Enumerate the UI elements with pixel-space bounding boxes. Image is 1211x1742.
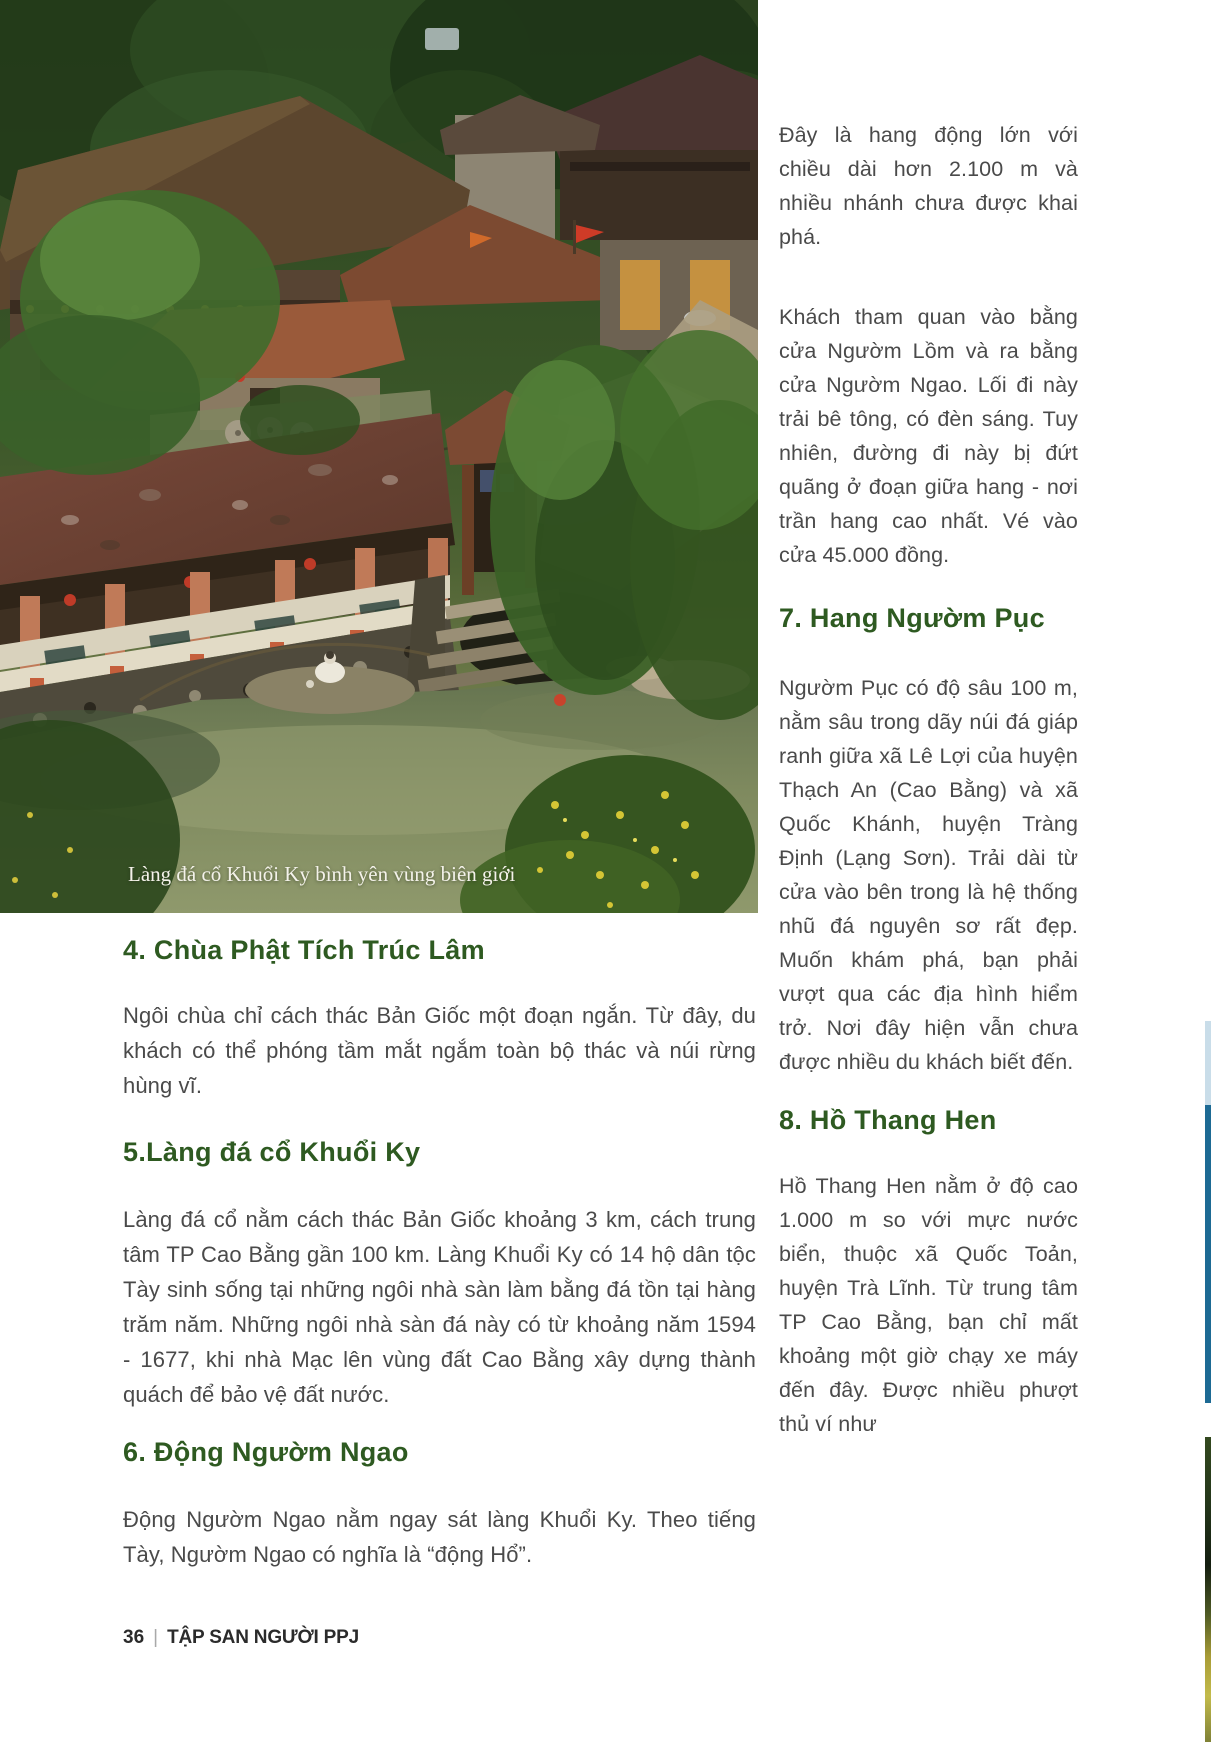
footer-separator: | [153,1627,159,1648]
section-heading-hang-nguom-puc: 7. Hang Ngườm Pục [779,603,1045,633]
section-heading-dong-nguom-ngao: 6. Động Ngườm Ngao [123,1437,409,1467]
section-heading-ho-thang-hen: 8. Hồ Thang Hen [779,1105,997,1135]
section-body-dong-nguom-ngao: Động Ngườm Ngao nằm ngay sát làng Khuổi Ky. Theo tiếng Tày, Ngườm Ngao có nghĩa là “động Hổ”. [123,1507,756,1567]
section-body-chua-phat-tich: Ngôi chùa chỉ cách thác Bản Giốc một đoạn ngắn. Từ đây, du khách có thể phóng tầm mắt ngắm toàn bộ thác và núi rừng hùng vĩ. [123,1003,756,1098]
section-body-lang-da-co: Làng đá cổ nằm cách thác Bản Giốc khoảng 3 km, cách trung tâm TP Cao Bằng gần 100 km. Làng Khuổi Ky có 14 hộ dân tộc Tày sinh sống tại những ngôi nhà sàn làm bằng đá tồn tại hàng trăm năm. Những ngôi nhà sàn đá này có từ khoảng năm 1594 - 1677, khi nhà Mạc lên vùng đất Cao Bằng xây dựng thành quách để bảo vệ đất nước. [123,1207,756,1407]
section-heading-chua-phat-tich: 4. Chùa Phật Tích Trúc Lâm [123,935,485,965]
page-edge-accent-light [1205,1021,1211,1105]
right-paragraph-hang-dong: Đây là hang động lớn với chiều dài hơn 2.100 m và nhiều nhánh chưa được khai phá. [779,123,1078,249]
page-footer [123,1627,359,1649]
magazine-name: TẬP SAN NGƯỜI PPJ [167,1627,359,1648]
page-edge-accent-teal [1205,1105,1211,1403]
page-number: 36 [123,1627,145,1648]
hero-photo [0,0,758,913]
photo-caption: Làng đá cổ Khuổi Ky bình yên vùng biên giới [128,862,516,886]
section-heading-lang-da-co: 5.Làng đá cổ Khuổi Ky [123,1137,421,1167]
right-paragraph-khach-tham-quan: Khách tham quan vào bằng cửa Ngườm Lồm và ra bằng cửa Ngườm Ngao. Lối đi này trải bê tông, có đèn sáng. Tuy nhiên, đường đi này bị đứt quãng ở đoạn giữa hang - nơi trần hang cao nhất. Vé vào cửa 45.000 đồng. [779,305,1078,567]
left-column [123,934,756,1572]
section-body-ho-thang-hen: Hồ Thang Hen nằm ở độ cao 1.000 m so với mực nước biển, thuộc xã Quốc Toản, huyện Trà Lĩnh. Từ trung tâm TP Cao Bằng, bạn chỉ mất khoảng một giờ chạy xe máy đến đây. Được nhiều phượt thủ ví như [779,1174,1078,1436]
section-body-hang-nguom-puc: Ngườm Pục có độ sâu 100 m, nằm sâu trong dãy núi đá giáp ranh giữa xã Lê Lợi của huyện Thạch An (Cao Bằng) và xã Quốc Khánh, huyện Tràng Định (Lạng Sơn). Trải dài từ cửa vào bên trong là hệ thống nhũ đá nguyên sơ rất đẹp. Muốn khám phá, bạn phải vượt qua các địa hình hiểm trở. Nơi đây hiện vẫn chưa được nhiều du khách biết đến. [779,676,1078,1074]
next-page-peek-strip [1205,1437,1211,1742]
right-column [779,118,1078,1441]
hero-photo-illustration [0,0,758,913]
